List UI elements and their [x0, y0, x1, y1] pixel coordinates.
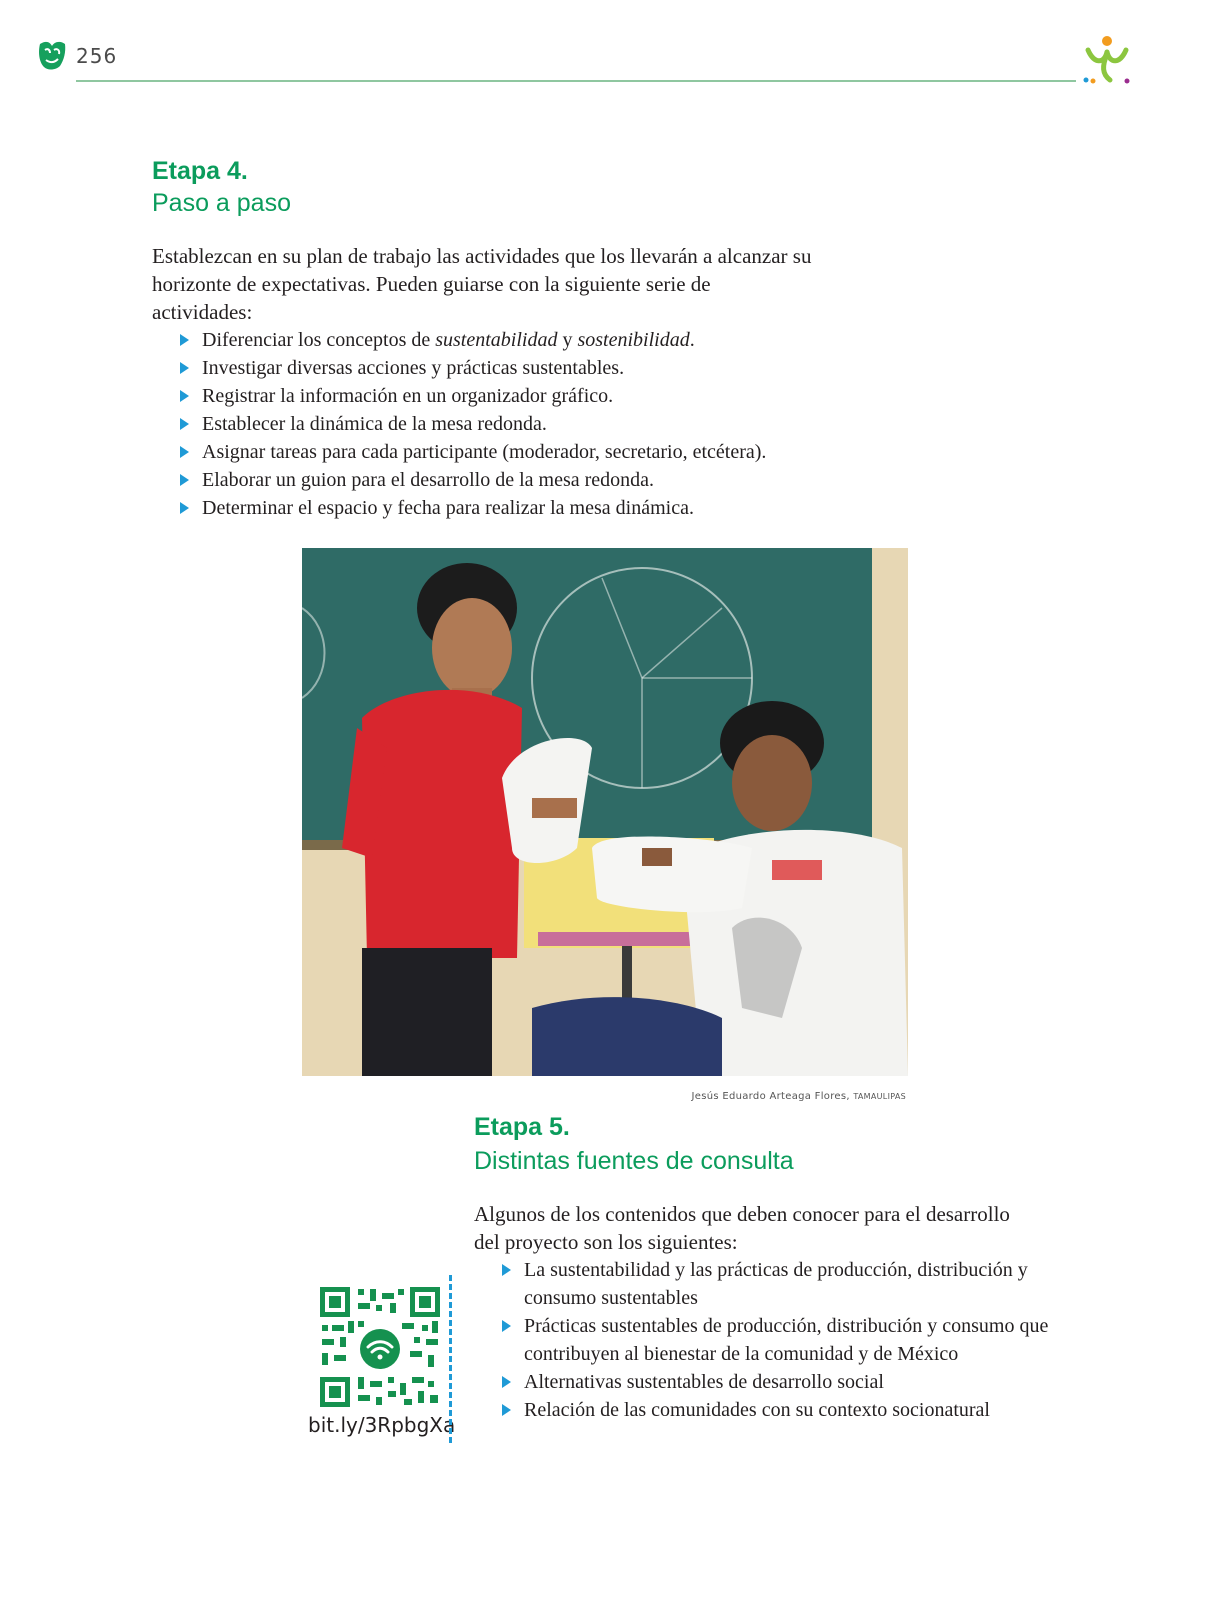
page-number: 256: [76, 44, 118, 68]
bullet-arrow-icon: [502, 1320, 511, 1332]
bullet-arrow-icon: [502, 1404, 511, 1416]
students-photo-illustration: [302, 548, 908, 1076]
ministry-emblem-icon: [1080, 34, 1134, 86]
list-item: Diferenciar los conceptos de sustentabilidad y sostenibilidad.: [176, 326, 816, 354]
list-item: Establecer la dinámica de la mesa redonda.: [176, 410, 816, 438]
qr-short-link[interactable]: bit.ly/3RpbgXa: [308, 1413, 456, 1437]
bullet-arrow-icon: [180, 362, 189, 374]
etapa5-subtitle: Distintas fuentes de consulta: [474, 1147, 794, 1175]
qr-code-icon[interactable]: [318, 1285, 442, 1409]
classroom-photo: [302, 548, 908, 1076]
list-item: La sustentabilidad y las prácticas de producción, distribución y consumo sustentables: [498, 1256, 1058, 1312]
photo-credit: Jesús Eduardo Arteaga Flores, TAMAULIPAS: [691, 1091, 906, 1102]
bullet-arrow-icon: [502, 1376, 511, 1388]
list-item: Alternativas sustentables de desarrollo social: [498, 1368, 1058, 1396]
etapa4-subtitle: Paso a paso: [152, 189, 291, 217]
list-item: Asignar tareas para cada participante (moderador, secretario, etcétera).: [176, 438, 816, 466]
list-item: Relación de las comunidades con su contexto socionatural: [498, 1396, 1058, 1424]
list-item: Prácticas sustentables de producción, distribución y consumo que contribuyen al bienestar de la comunidad y de México: [498, 1312, 1058, 1368]
etapa4-intro: Establezcan en su plan de trabajo las actividades que los llevarán a alcanzar su horizonte de expectativas. Pueden guiarse con la siguiente serie de actividades:: [152, 244, 812, 324]
bullet-arrow-icon: [180, 502, 189, 514]
bullet-arrow-icon: [180, 390, 189, 402]
bullet-arrow-icon: [180, 334, 189, 346]
etapa5-title: Etapa 5.: [474, 1113, 570, 1141]
header-rule: [76, 80, 1076, 82]
etapa5-intro: Algunos de los contenidos que deben conocer para el desarrollo del proyecto son los siguientes:: [474, 1202, 1010, 1254]
bullet-arrow-icon: [180, 474, 189, 486]
etapa4-title: Etapa 4.: [152, 157, 248, 185]
list-item: Elaborar un guion para el desarrollo de la mesa redonda.: [176, 466, 816, 494]
bullet-arrow-icon: [180, 418, 189, 430]
list-item: Registrar la información en un organizador gráfico.: [176, 382, 816, 410]
etapa5-content-list: [498, 1256, 1058, 1424]
list-item: Determinar el espacio y fecha para realizar la mesa dinámica.: [176, 494, 816, 522]
bullet-arrow-icon: [502, 1264, 511, 1276]
bullet-arrow-icon: [180, 446, 189, 458]
qr-divider: [449, 1275, 452, 1443]
etapa4-activity-list: [176, 326, 816, 522]
list-item: Investigar diversas acciones y prácticas sustentables.: [176, 354, 816, 382]
book-logo-icon: [36, 38, 68, 74]
